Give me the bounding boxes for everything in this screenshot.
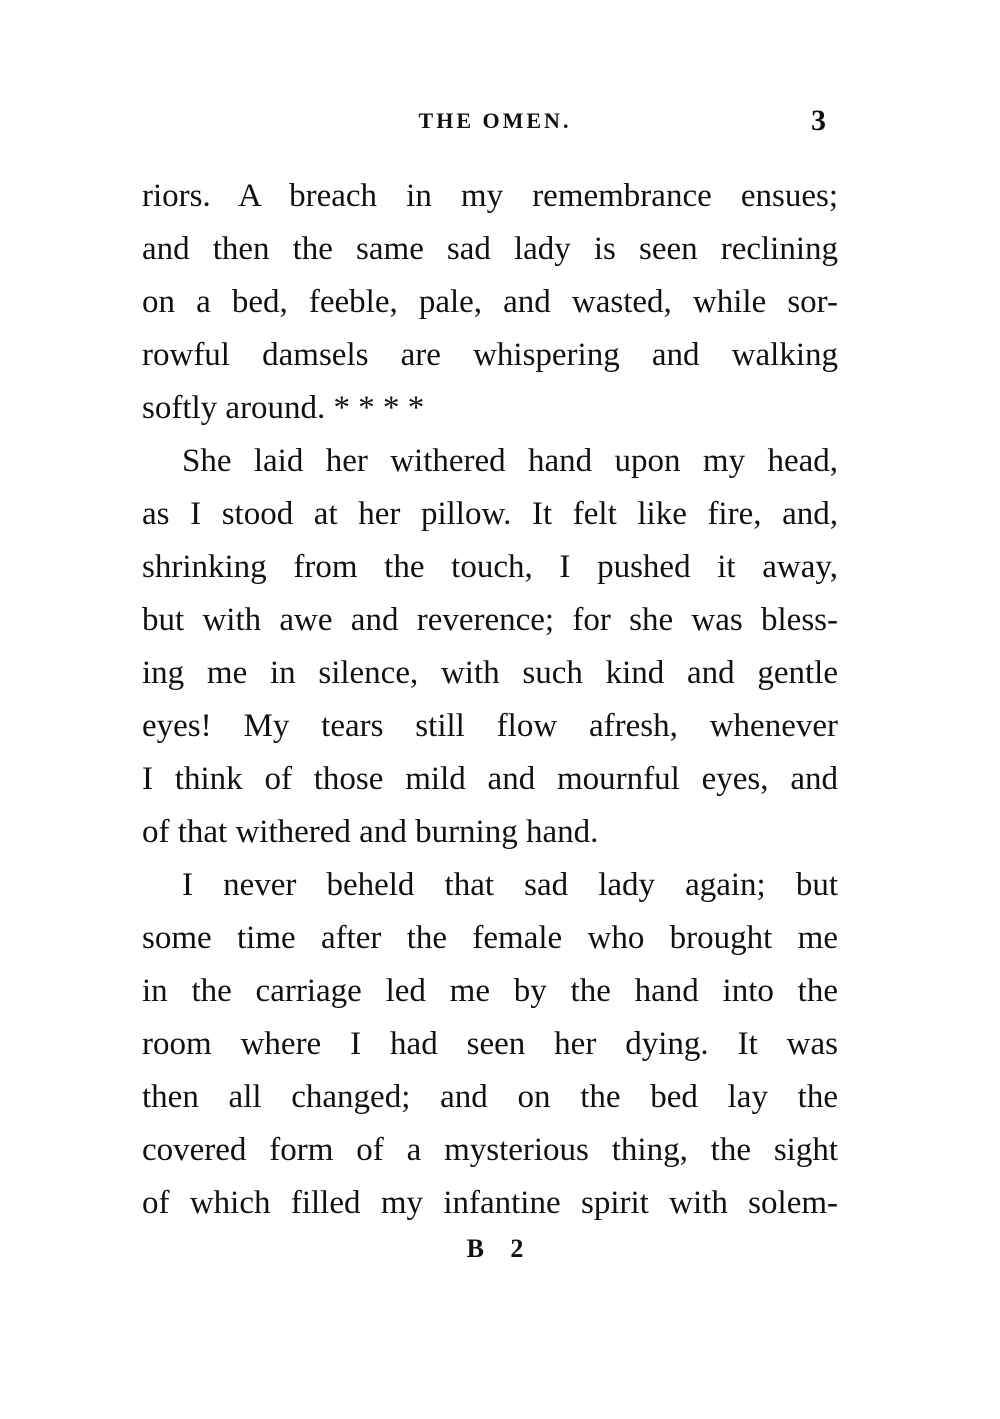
- text-line: eyes! My tears still flow afresh, whenever: [142, 708, 838, 744]
- text-line: riors. A breach in my remembrance ensues;: [142, 178, 838, 214]
- page-number: 3: [811, 104, 826, 137]
- text-line: in the carriage led me by the hand into the: [142, 973, 838, 1009]
- running-title: THE OMEN.: [418, 108, 572, 133]
- body-text: [142, 170, 838, 1230]
- signature-mark: B 2: [466, 1234, 534, 1263]
- running-head: [150, 104, 840, 144]
- text-line: ing me in silence, with such kind and gentle: [142, 655, 838, 691]
- text-line: as I stood at her pillow. It felt like fire, and,: [142, 496, 838, 532]
- text-line: covered form of a mysterious thing, the sight: [142, 1132, 838, 1168]
- text-line: of that withered and burning hand.: [142, 814, 599, 850]
- text-line: softly around. * * * *: [142, 390, 425, 426]
- text-line: on a bed, feeble, pale, and wasted, while sor-: [142, 284, 838, 320]
- text-line: shrinking from the touch, I pushed it away,: [142, 549, 838, 585]
- text-line: and then the same sad lady is seen reclining: [142, 231, 838, 267]
- text-line: then all changed; and on the bed lay the: [142, 1079, 838, 1115]
- text-line: some time after the female who brought me: [142, 920, 838, 956]
- paragraph-start-line: She laid her withered hand upon my head,: [182, 443, 838, 479]
- paragraph-start-line: I never beheld that sad lady again; but: [182, 867, 838, 903]
- text-line: room where I had seen her dying. It was: [142, 1026, 838, 1062]
- text-line: rowful damsels are whispering and walking: [142, 337, 838, 373]
- text-line: but with awe and reverence; for she was bless-: [142, 602, 838, 638]
- text-line: I think of those mild and mournful eyes, and: [142, 761, 838, 797]
- text-line: of which filled my infantine spirit with solem-: [142, 1185, 838, 1221]
